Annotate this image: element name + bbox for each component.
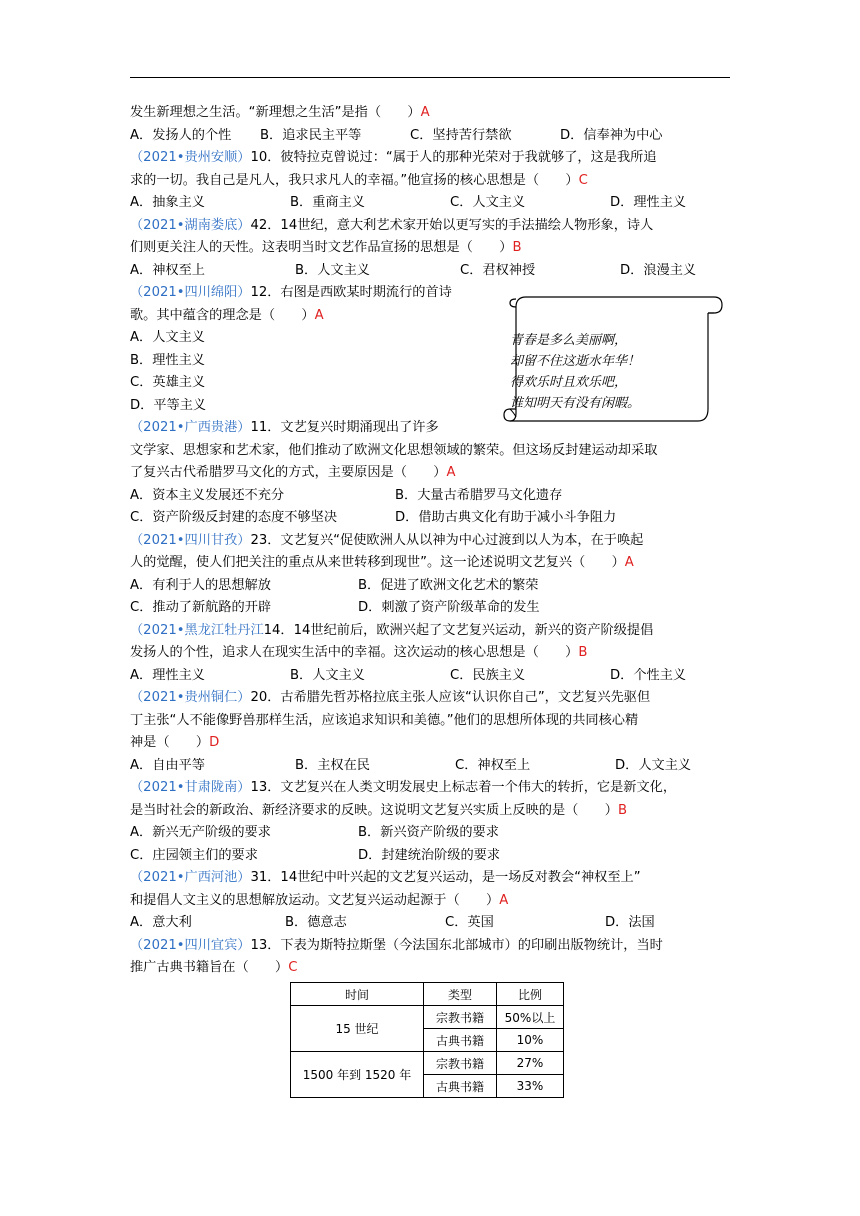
answer-mark: A <box>624 555 634 570</box>
answer-mark: C <box>578 172 588 188</box>
option-row <box>130 485 732 508</box>
table-header-cell: 类型 <box>424 983 497 1006</box>
question-line <box>130 890 732 913</box>
option-text: D．封建统治阶级的要求 <box>358 847 501 863</box>
question-source: （2021•广西贵港） <box>130 420 251 435</box>
table-cell-time: 1500 年到 1520 年 <box>291 1052 424 1098</box>
question-text: 人的觉醒，使人们把关注的重点从来世转移到现世”。这一论述说明文艺复兴（ ） <box>130 555 625 570</box>
table-header-cell: 时间 <box>291 983 424 1006</box>
option-text: B．追求民主平等 <box>260 127 362 143</box>
option-row <box>130 665 732 688</box>
question-source: （2021•黑龙江牡丹江 <box>130 622 264 638</box>
table-header-row <box>291 983 564 1006</box>
question-text: 神是（ ） <box>130 735 210 750</box>
question-line <box>130 215 732 238</box>
table-cell: 10% <box>497 1029 564 1052</box>
question-text: 了复兴古代希腊罗马文化的方式，主要原因是（ ） <box>130 465 447 480</box>
option-row <box>130 260 732 283</box>
question-line <box>130 867 732 890</box>
question-line <box>130 327 500 350</box>
option-text: B．人文主义 <box>290 667 365 683</box>
poem-line: 得欢乐时且欢乐吧， <box>510 375 628 390</box>
question-line <box>130 800 732 823</box>
question-text: B．理性主义 <box>130 352 205 368</box>
question-source: （2021•四川绵阳） <box>130 285 251 300</box>
question-line <box>130 552 732 575</box>
question-text: 13．文艺复兴在人类文明发展史上标志着一个伟大的转折，它是新文化， <box>250 780 677 795</box>
question-text: 14．14世纪前后，欧洲兴起了文艺复兴运动，新兴的资产阶级提倡 <box>263 622 654 638</box>
question-line <box>130 305 500 328</box>
option-text: A．理性主义 <box>130 667 205 683</box>
table-cell: 宗教书籍 <box>424 1006 497 1029</box>
option-row <box>130 575 732 598</box>
publication-table <box>290 982 564 1098</box>
answer-mark: C <box>288 960 298 975</box>
table-header-cell: 比例 <box>497 983 564 1006</box>
option-text: D．借助古典文化有助于减小斗争阻力 <box>395 510 617 525</box>
table-cell-time: 15 世纪 <box>291 1006 424 1052</box>
option-text: B．重商主义 <box>290 195 365 210</box>
option-text: D．浪漫主义 <box>620 262 697 278</box>
question-line <box>130 620 732 643</box>
question-source: （2021•四川宜宾） <box>130 937 251 953</box>
table-row <box>291 1006 564 1029</box>
question-line <box>130 147 732 170</box>
option-text: C．民族主义 <box>450 667 526 683</box>
option-text: A．资本主义发展还不充分 <box>130 487 285 503</box>
table-cell: 古典书籍 <box>424 1075 497 1098</box>
answer-mark: D <box>209 735 220 750</box>
question-line <box>130 642 732 665</box>
option-text: A．意大利 <box>130 915 192 930</box>
option-text: C．神权至上 <box>455 757 531 773</box>
table-cell: 33% <box>497 1075 564 1098</box>
question-text: 是当时社会的新政治、新经济要求的反映。这说明文艺复兴实质上反映的是（ ） <box>130 802 618 818</box>
option-text: C．君权神授 <box>460 262 536 278</box>
option-row <box>130 822 732 845</box>
question-line <box>130 710 732 733</box>
question-line <box>130 282 500 305</box>
question-text: 们则更关注人的天性。这表明当时文艺作品宣扬的思想是（ ） <box>130 240 513 255</box>
answer-mark: B <box>617 802 627 818</box>
option-row <box>130 597 732 620</box>
question-text: 丁主张“人不能像野兽那样生活，应该追求知识和美德。”他们的思想所体现的共同核心精 <box>130 712 639 728</box>
option-text: D．法国 <box>605 915 655 930</box>
option-text: A．有利于人的思想解放 <box>130 577 271 593</box>
option-text: A．新兴无产阶级的要求 <box>130 825 271 840</box>
answer-mark: A <box>499 892 509 908</box>
option-text: D．信奉神为中心 <box>560 127 663 143</box>
option-text: C．资产阶级反封建的态度不够坚决 <box>130 510 338 525</box>
question-text: D．平等主义 <box>130 397 207 413</box>
option-text: A．神权至上 <box>130 262 205 278</box>
option-text: C．庄园领主们的要求 <box>130 847 258 863</box>
question-text: 和提倡人文主义的思想解放运动。文艺复兴运动起源于（ ） <box>130 892 500 908</box>
option-text: B．主权在民 <box>295 757 370 773</box>
question-line <box>130 350 500 373</box>
question-body <box>130 102 732 980</box>
poem-line: 谁知明天有没有闲暇。 <box>510 396 641 411</box>
option-text: A．抽象主义 <box>130 195 205 210</box>
option-row <box>130 755 732 778</box>
poem-scroll <box>502 295 724 427</box>
question-text: 10．彼特拉克曾说过：“属于人的那种光荣对于我就够了，这是我所追 <box>250 150 657 165</box>
option-text: C．英国 <box>445 915 494 930</box>
option-text: B．德意志 <box>285 915 347 930</box>
option-text: A．自由平等 <box>130 757 205 773</box>
table-cell: 宗教书籍 <box>424 1052 497 1075</box>
question-line <box>130 462 732 485</box>
question-text: 23．文艺复兴“促使欧洲人从以神为中心过渡到以人为本，在于唤起 <box>250 532 644 548</box>
question-text: A．人文主义 <box>130 330 205 345</box>
option-text: D．理性主义 <box>610 195 687 210</box>
question-source: （2021•贵州铜仁） <box>130 690 251 705</box>
table-cell: 27% <box>497 1052 564 1075</box>
question-line <box>130 687 732 710</box>
poem-text <box>510 330 695 414</box>
question-line <box>130 732 732 755</box>
question-text: 推广古典书籍旨在（ ） <box>130 960 289 975</box>
question-text: 11．文艺复兴时期涌现出了许多 <box>250 420 439 435</box>
question-line <box>130 102 732 125</box>
option-text: C．推动了新航路的开辟 <box>130 600 272 615</box>
option-text: B．人文主义 <box>295 262 370 278</box>
question-line <box>130 170 732 193</box>
question-line <box>130 957 732 980</box>
question-source: （2021•甘肃陇南） <box>130 780 251 795</box>
question-text: 发扬人的个性，追求人在现实生活中的幸福。这次运动的核心思想是（ ） <box>130 645 579 660</box>
question-line <box>130 417 500 440</box>
question-text: 发生新理想之生活。“新理想之生活”是指（ ） <box>130 105 421 120</box>
header-rule <box>130 77 730 78</box>
option-text: C．人文主义 <box>450 195 526 210</box>
question-text: 文学家、思想家和艺术家，他们推动了欧洲文化思想领域的繁荣。但这场反封建运动却采取 <box>130 442 658 458</box>
answer-mark: A <box>420 105 430 120</box>
question-line <box>130 372 500 395</box>
poem-line: 青春是多么美丽啊， <box>510 333 628 348</box>
answer-mark: B <box>512 240 522 255</box>
table-row <box>291 1052 564 1075</box>
question-text: 42．14世纪，意大利艺术家开始以更写实的手法描绘人物形象，诗人 <box>250 217 654 233</box>
option-row <box>130 192 732 215</box>
poem-line: 却留不住这逝水年华！ <box>510 354 641 369</box>
question-source: （2021•贵州安顺） <box>130 150 251 165</box>
answer-mark: A <box>446 465 456 480</box>
question-source: （2021•广西河池） <box>130 870 251 885</box>
option-row <box>130 507 732 530</box>
option-text: D．人文主义 <box>615 757 692 773</box>
option-row <box>130 912 732 935</box>
option-row <box>130 845 732 868</box>
option-text: C．坚持苦行禁欲 <box>410 127 512 143</box>
question-text: 歌。其中蕴含的理念是（ ） <box>130 307 315 323</box>
table-cell: 古典书籍 <box>424 1029 497 1052</box>
option-text: D．刺激了资产阶级革命的发生 <box>358 600 540 615</box>
table-cell: 50%以上 <box>497 1006 564 1029</box>
answer-mark: A <box>314 307 324 323</box>
question-line <box>130 935 732 958</box>
question-text: 20．古希腊先哲苏格拉底主张人应该“认识你自己”，文艺复兴先驱但 <box>250 690 651 705</box>
question-text: 13．下表为斯特拉斯堡（今法国东北部城市）的印刷出版物统计，当时 <box>250 937 663 953</box>
option-text: A．发扬人的个性 <box>130 127 232 143</box>
option-text: B．促进了欧洲文化艺术的繁荣 <box>358 577 539 593</box>
question-text: C．英雄主义 <box>130 375 206 390</box>
question-line <box>130 395 500 418</box>
question-source: （2021•湖南娄底） <box>130 217 251 233</box>
question-line <box>130 440 732 463</box>
question-line <box>130 777 732 800</box>
option-text: B．大量古希腊罗马文化遗存 <box>395 487 563 503</box>
option-text: D．个性主义 <box>610 667 687 683</box>
question-text: 求的一切。我自己是凡人，我只求凡人的幸福。”他宣扬的核心思想是（ ） <box>130 172 579 188</box>
answer-mark: B <box>578 645 588 660</box>
question-source: （2021•四川甘孜） <box>130 532 251 548</box>
option-row <box>130 125 732 148</box>
option-text: B．新兴资产阶级的要求 <box>358 825 499 840</box>
question-line <box>130 530 732 553</box>
question-line <box>130 237 732 260</box>
question-text: 12．右图是西欧某时期流行的首诗 <box>250 285 452 300</box>
question-text: 31．14世纪中叶兴起的文艺复兴运动，是一场反对教会“神权至上” <box>250 870 641 885</box>
